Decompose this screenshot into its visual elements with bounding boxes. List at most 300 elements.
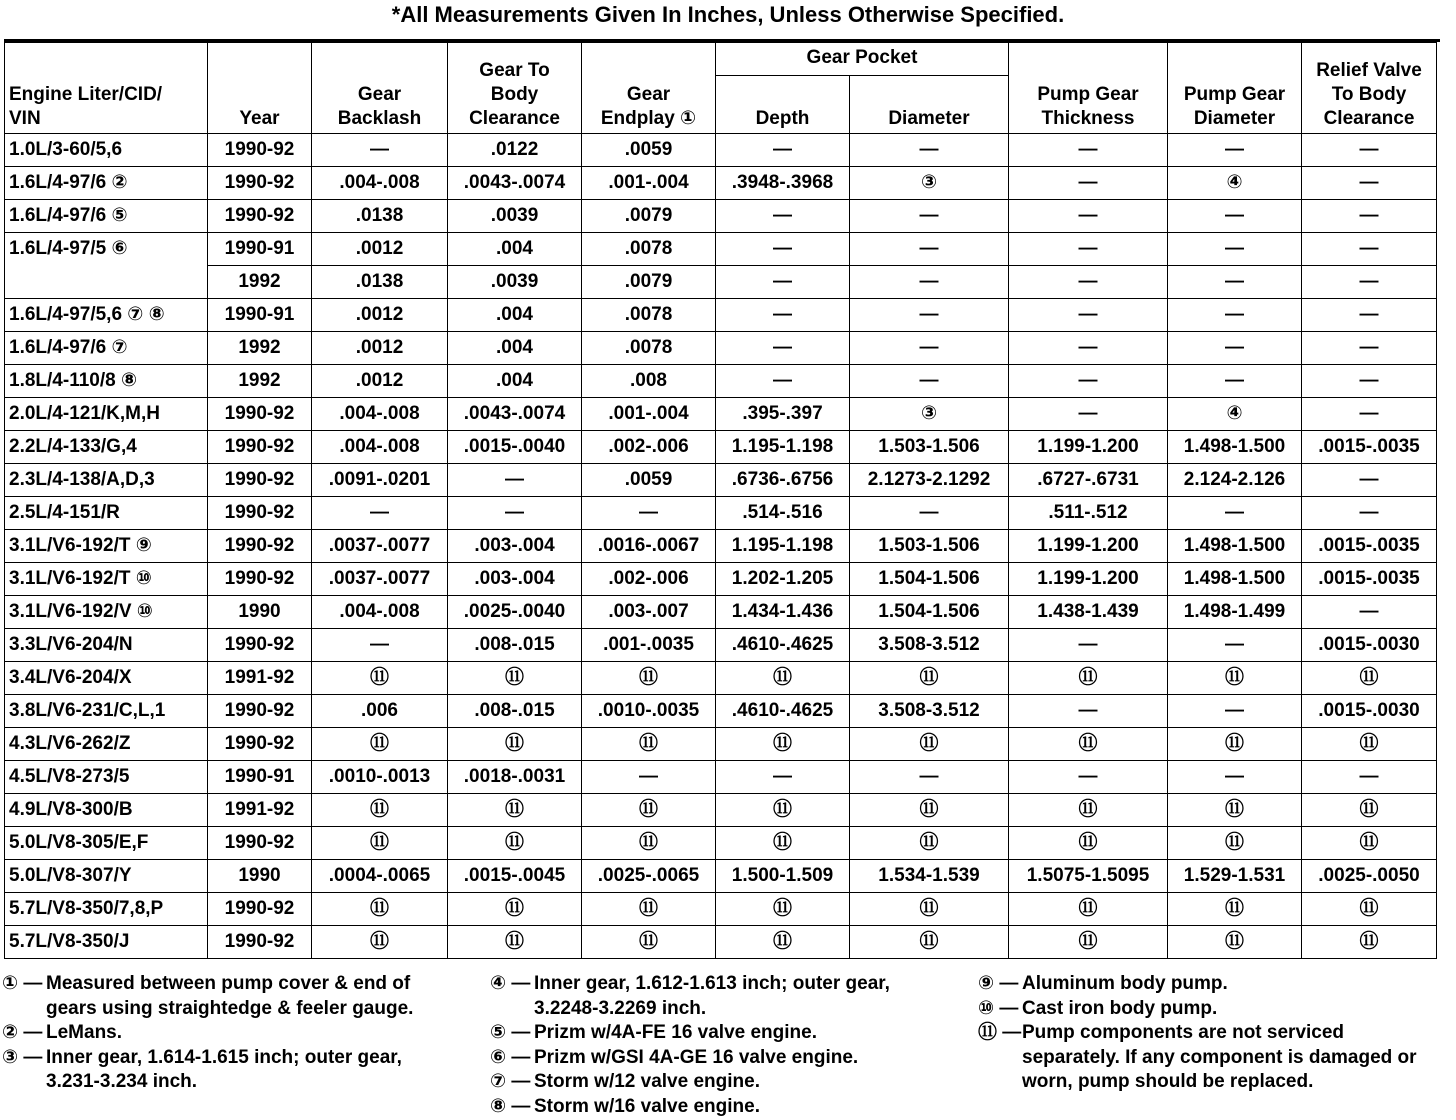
cell-engine: 1.0L/3-60/5,6 — [5, 134, 208, 167]
table-row — [5, 134, 1437, 167]
cell-pump-gear-diameter: 1.498-1.500 — [1168, 431, 1302, 464]
table-row — [5, 563, 1437, 596]
cell-year: 1990-91 — [208, 233, 312, 266]
cell-gear-backlash: .0012 — [312, 299, 448, 332]
cell-pocket-depth: — — [716, 134, 850, 167]
cell-year: 1990-91 — [208, 761, 312, 794]
cell-pocket-diameter: 2.1273-2.1292 — [850, 464, 1009, 497]
cell-engine: 5.0L/V8-305/E,F — [5, 827, 208, 860]
cell-engine: 1.8L/4-110/8 ⑧ — [5, 365, 208, 398]
cell-engine: 1.6L/4-97/6 ⑦ — [5, 332, 208, 365]
cell-pump-gear-thickness: 1.199-1.200 — [1009, 431, 1168, 464]
cell-gear-endplay: .0059 — [582, 134, 716, 167]
cell-gear-body-clearance: .008-.015 — [448, 629, 582, 662]
cell-pump-gear-thickness: — — [1009, 200, 1168, 233]
footnote-text: Storm w/12 valve engine. — [534, 1071, 760, 1092]
cell-pump-gear-thickness: — — [1009, 266, 1168, 299]
cell-pump-gear-thickness: ⑪ — [1009, 827, 1168, 860]
footnote-text: Inner gear, 1.612-1.613 inch; outer gear, 3.2248-3.2269 inch. — [534, 973, 890, 1019]
cell-relief-valve-clearance: — — [1302, 266, 1437, 299]
footnote — [2, 972, 442, 1021]
cell-pocket-diameter: — — [850, 266, 1009, 299]
cell-pump-gear-diameter: ④ — [1168, 167, 1302, 200]
footnotes-col-2 — [490, 972, 950, 1119]
cell-pocket-depth: 1.500-1.509 — [716, 860, 850, 893]
cell-pump-gear-diameter: — — [1168, 761, 1302, 794]
cell-pocket-depth: .514-.516 — [716, 497, 850, 530]
cell-pump-gear-thickness: — — [1009, 233, 1168, 266]
cell-gear-body-clearance: .0043-.0074 — [448, 167, 582, 200]
cell-pump-gear-diameter: — — [1168, 266, 1302, 299]
cell-pocket-diameter: — — [850, 134, 1009, 167]
cell-pocket-diameter: — — [850, 497, 1009, 530]
cell-gear-backlash: ⑪ — [312, 893, 448, 926]
cell-gear-endplay: ⑪ — [582, 662, 716, 695]
cell-relief-valve-clearance: ⑪ — [1302, 728, 1437, 761]
table-row — [5, 596, 1437, 629]
footnote-mark: ⑤ — — [490, 1022, 531, 1043]
cell-gear-endplay: — — [582, 761, 716, 794]
cell-pocket-depth: — — [716, 299, 850, 332]
cell-year: 1992 — [208, 332, 312, 365]
cell-gear-body-clearance: .003-.004 — [448, 530, 582, 563]
cell-pump-gear-diameter: ⑪ — [1168, 893, 1302, 926]
cell-relief-valve-clearance: — — [1302, 200, 1437, 233]
footnotes-col-3 — [978, 972, 1438, 1095]
cell-pump-gear-diameter: ④ — [1168, 398, 1302, 431]
table-row — [5, 233, 1437, 266]
cell-gear-endplay: .0025-.0065 — [582, 860, 716, 893]
cell-gear-backlash: .0037-.0077 — [312, 563, 448, 596]
cell-year: 1990-91 — [208, 299, 312, 332]
footnote — [490, 972, 950, 1021]
cell-gear-body-clearance: ⑪ — [448, 893, 582, 926]
cell-year: 1991-92 — [208, 662, 312, 695]
footnotes — [0, 968, 1456, 1120]
cell-relief-valve-clearance: ⑪ — [1302, 926, 1437, 959]
header-gear-body-clearance: Gear To Body Clearance — [448, 43, 582, 134]
table-row — [5, 266, 1437, 299]
header-pump-gear-diameter: Pump Gear Diameter — [1168, 43, 1302, 134]
cell-engine: 2.5L/4-151/R — [5, 497, 208, 530]
cell-pump-gear-diameter: — — [1168, 629, 1302, 662]
cell-pocket-depth: — — [716, 200, 850, 233]
cell-pump-gear-thickness: .511-.512 — [1009, 497, 1168, 530]
cell-gear-endplay: .008 — [582, 365, 716, 398]
footnote-mark: ② — — [2, 1022, 43, 1043]
cell-pump-gear-diameter: ⑪ — [1168, 728, 1302, 761]
cell-gear-backlash: .0004-.0065 — [312, 860, 448, 893]
cell-relief-valve-clearance: .0015-.0030 — [1302, 695, 1437, 728]
cell-year: 1990 — [208, 860, 312, 893]
cell-relief-valve-clearance: ⑪ — [1302, 794, 1437, 827]
cell-gear-body-clearance: ⑪ — [448, 662, 582, 695]
cell-gear-body-clearance: ⑪ — [448, 926, 582, 959]
cell-pocket-depth: .4610-.4625 — [716, 629, 850, 662]
cell-pump-gear-diameter: 1.498-1.499 — [1168, 596, 1302, 629]
cell-engine: 1.6L/4-97/5 ⑥ — [5, 233, 208, 266]
cell-gear-endplay: .002-.006 — [582, 431, 716, 464]
footnote-text: Measured between pump cover & end of gears using straightedge & feeler gauge. — [46, 973, 414, 1019]
cell-pocket-depth: .6736-.6756 — [716, 464, 850, 497]
cell-year: 1990-92 — [208, 431, 312, 464]
cell-gear-backlash: .004-.008 — [312, 431, 448, 464]
cell-engine: 3.1L/V6-192/T ⑩ — [5, 563, 208, 596]
cell-pump-gear-thickness: ⑪ — [1009, 893, 1168, 926]
cell-pocket-diameter: ⑪ — [850, 893, 1009, 926]
cell-pump-gear-thickness: 1.199-1.200 — [1009, 530, 1168, 563]
footnote-mark: ⑧ — — [490, 1095, 531, 1117]
footnote — [2, 1021, 442, 1046]
cell-gear-endplay: ⑪ — [582, 794, 716, 827]
table-row — [5, 299, 1437, 332]
cell-pump-gear-thickness: .6727-.6731 — [1009, 464, 1168, 497]
cell-pocket-depth: 1.434-1.436 — [716, 596, 850, 629]
cell-gear-body-clearance: .004 — [448, 365, 582, 398]
cell-year: 1992 — [208, 266, 312, 299]
cell-pump-gear-thickness: — — [1009, 629, 1168, 662]
cell-year: 1991-92 — [208, 794, 312, 827]
table-row — [5, 167, 1437, 200]
cell-gear-endplay: .0059 — [582, 464, 716, 497]
cell-gear-endplay: .0016-.0067 — [582, 530, 716, 563]
cell-gear-body-clearance: .008-.015 — [448, 695, 582, 728]
cell-pump-gear-thickness: 1.438-1.439 — [1009, 596, 1168, 629]
table-row — [5, 200, 1437, 233]
cell-gear-endplay: .002-.006 — [582, 563, 716, 596]
cell-pump-gear-diameter: ⑪ — [1168, 926, 1302, 959]
cell-relief-valve-clearance: ⑪ — [1302, 827, 1437, 860]
header-gear-pocket: Gear Pocket — [716, 43, 1009, 76]
cell-gear-backlash: .0012 — [312, 233, 448, 266]
spec-table-body — [5, 134, 1437, 959]
cell-gear-body-clearance: .0122 — [448, 134, 582, 167]
cell-pocket-diameter: ③ — [850, 398, 1009, 431]
cell-gear-endplay: .001-.004 — [582, 398, 716, 431]
cell-pocket-diameter: ⑪ — [850, 794, 1009, 827]
cell-gear-backlash: .004-.008 — [312, 596, 448, 629]
cell-relief-valve-clearance: — — [1302, 233, 1437, 266]
footnote-text: Storm w/16 valve engine. — [534, 1095, 760, 1117]
cell-pump-gear-diameter: ⑪ — [1168, 827, 1302, 860]
cell-pocket-diameter: — — [850, 233, 1009, 266]
cell-pump-gear-thickness: — — [1009, 167, 1168, 200]
cell-gear-endplay: .0078 — [582, 233, 716, 266]
cell-engine: 5.7L/V8-350/J — [5, 926, 208, 959]
cell-pocket-depth: ⑪ — [716, 926, 850, 959]
footnote-mark: ① — — [2, 973, 43, 994]
table-row — [5, 794, 1437, 827]
cell-engine: 3.8L/V6-231/C,L,1 — [5, 695, 208, 728]
cell-gear-backlash: ⑪ — [312, 728, 448, 761]
cell-pump-gear-diameter: ⑪ — [1168, 794, 1302, 827]
cell-gear-endplay: ⑪ — [582, 827, 716, 860]
cell-gear-backlash: .006 — [312, 695, 448, 728]
oil-pump-spec-table — [4, 42, 1437, 959]
cell-pocket-diameter: ③ — [850, 167, 1009, 200]
cell-pump-gear-thickness: ⑪ — [1009, 728, 1168, 761]
cell-gear-endplay: .001-.004 — [582, 167, 716, 200]
cell-pocket-diameter: ⑪ — [850, 728, 1009, 761]
cell-gear-body-clearance: ⑪ — [448, 827, 582, 860]
cell-pump-gear-diameter: — — [1168, 365, 1302, 398]
header-gear-endplay: Gear Endplay ① — [582, 43, 716, 134]
cell-year: 1992 — [208, 365, 312, 398]
cell-relief-valve-clearance: .0015-.0035 — [1302, 563, 1437, 596]
cell-pocket-depth: .3948-.3968 — [716, 167, 850, 200]
cell-gear-backlash: .0138 — [312, 200, 448, 233]
cell-pump-gear-diameter: ⑪ — [1168, 662, 1302, 695]
cell-year: 1990-92 — [208, 695, 312, 728]
table-row — [5, 464, 1437, 497]
cell-gear-backlash: — — [312, 629, 448, 662]
cell-year: 1990-92 — [208, 200, 312, 233]
cell-relief-valve-clearance: ⑪ — [1302, 893, 1437, 926]
cell-pocket-depth: ⑪ — [716, 728, 850, 761]
cell-gear-body-clearance: .0015-.0045 — [448, 860, 582, 893]
cell-gear-backlash: ⑪ — [312, 794, 448, 827]
cell-pump-gear-diameter: — — [1168, 134, 1302, 167]
cell-engine: 2.0L/4-121/K,M,H — [5, 398, 208, 431]
header-pocket-depth: Depth — [716, 76, 850, 134]
cell-gear-endplay: .0078 — [582, 332, 716, 365]
cell-gear-endplay: .0079 — [582, 200, 716, 233]
cell-gear-backlash: — — [312, 134, 448, 167]
table-row — [5, 860, 1437, 893]
cell-relief-valve-clearance: — — [1302, 464, 1437, 497]
cell-pocket-diameter: — — [850, 332, 1009, 365]
footnote — [490, 1046, 950, 1071]
cell-pump-gear-thickness: — — [1009, 332, 1168, 365]
footnote — [978, 972, 1438, 997]
cell-pump-gear-diameter: 2.124-2.126 — [1168, 464, 1302, 497]
cell-pocket-depth: ⑪ — [716, 794, 850, 827]
cell-pump-gear-thickness: — — [1009, 134, 1168, 167]
cell-gear-backlash: ⑪ — [312, 827, 448, 860]
cell-engine: 3.3L/V6-204/N — [5, 629, 208, 662]
cell-relief-valve-clearance: — — [1302, 596, 1437, 629]
cell-gear-endplay: .001-.0035 — [582, 629, 716, 662]
cell-relief-valve-clearance: .0025-.0050 — [1302, 860, 1437, 893]
cell-gear-body-clearance: .0043-.0074 — [448, 398, 582, 431]
cell-pocket-diameter: 3.508-3.512 — [850, 629, 1009, 662]
cell-year: 1990-92 — [208, 926, 312, 959]
cell-pump-gear-thickness: — — [1009, 695, 1168, 728]
cell-pocket-diameter: — — [850, 365, 1009, 398]
table-row — [5, 926, 1437, 959]
cell-gear-endplay: .003-.007 — [582, 596, 716, 629]
cell-pocket-depth: — — [716, 233, 850, 266]
cell-pump-gear-diameter: 1.498-1.500 — [1168, 530, 1302, 563]
cell-engine: 4.3L/V6-262/Z — [5, 728, 208, 761]
header-year: Year — [208, 43, 312, 134]
cell-gear-endplay: .0079 — [582, 266, 716, 299]
table-row — [5, 695, 1437, 728]
cell-pump-gear-thickness: — — [1009, 299, 1168, 332]
cell-year: 1990-92 — [208, 827, 312, 860]
cell-gear-backlash: .0010-.0013 — [312, 761, 448, 794]
cell-pocket-depth: 1.195-1.198 — [716, 431, 850, 464]
cell-engine: 2.2L/4-133/G,4 — [5, 431, 208, 464]
cell-pocket-depth: ⑪ — [716, 827, 850, 860]
cell-pump-gear-thickness: — — [1009, 365, 1168, 398]
cell-relief-valve-clearance: — — [1302, 365, 1437, 398]
cell-relief-valve-clearance: .0015-.0035 — [1302, 530, 1437, 563]
cell-gear-endplay: ⑪ — [582, 728, 716, 761]
footnote — [978, 1021, 1438, 1095]
cell-relief-valve-clearance: .0015-.0035 — [1302, 431, 1437, 464]
cell-engine — [5, 266, 208, 299]
cell-pocket-depth: — — [716, 332, 850, 365]
cell-engine: 3.4L/V6-204/X — [5, 662, 208, 695]
table-row — [5, 431, 1437, 464]
table-row — [5, 530, 1437, 563]
cell-year: 1990-92 — [208, 167, 312, 200]
cell-engine: 2.3L/4-138/A,D,3 — [5, 464, 208, 497]
table-row — [5, 761, 1437, 794]
footnote — [978, 997, 1438, 1022]
cell-gear-body-clearance: .0039 — [448, 200, 582, 233]
cell-gear-body-clearance: — — [448, 464, 582, 497]
cell-pocket-diameter: ⑪ — [850, 926, 1009, 959]
cell-relief-valve-clearance: — — [1302, 299, 1437, 332]
cell-pump-gear-thickness: ⑪ — [1009, 794, 1168, 827]
cell-gear-body-clearance: .0018-.0031 — [448, 761, 582, 794]
cell-relief-valve-clearance: ⑪ — [1302, 662, 1437, 695]
cell-pump-gear-diameter: 1.529-1.531 — [1168, 860, 1302, 893]
table-row — [5, 827, 1437, 860]
cell-engine: 1.6L/4-97/6 ② — [5, 167, 208, 200]
cell-pocket-diameter: 1.503-1.506 — [850, 431, 1009, 464]
cell-relief-valve-clearance: — — [1302, 332, 1437, 365]
cell-year: 1990-92 — [208, 134, 312, 167]
cell-gear-backlash: ⑪ — [312, 926, 448, 959]
cell-engine: 1.6L/4-97/6 ⑤ — [5, 200, 208, 233]
cell-gear-backlash: .004-.008 — [312, 398, 448, 431]
cell-pocket-depth: — — [716, 365, 850, 398]
cell-pump-gear-thickness: 1.199-1.200 — [1009, 563, 1168, 596]
cell-pocket-diameter: ⑪ — [850, 827, 1009, 860]
page-title: *All Measurements Given In Inches, Unless Otherwise Specified. — [391, 2, 1065, 27]
cell-gear-body-clearance: .0025-.0040 — [448, 596, 582, 629]
cell-gear-body-clearance: .004 — [448, 299, 582, 332]
cell-gear-backlash: .004-.008 — [312, 167, 448, 200]
cell-relief-valve-clearance: — — [1302, 134, 1437, 167]
cell-gear-body-clearance: .003-.004 — [448, 563, 582, 596]
footnote-text: Prizm w/4A-FE 16 valve engine. — [534, 1022, 817, 1043]
cell-gear-body-clearance: .004 — [448, 233, 582, 266]
cell-gear-body-clearance: .004 — [448, 332, 582, 365]
header-gear-backlash: Gear Backlash — [312, 43, 448, 134]
footnote-mark: ④ — — [490, 973, 531, 994]
cell-gear-backlash: .0091-.0201 — [312, 464, 448, 497]
table-row — [5, 629, 1437, 662]
cell-year: 1990-92 — [208, 728, 312, 761]
footnote — [2, 1046, 442, 1095]
cell-pump-gear-diameter: — — [1168, 497, 1302, 530]
cell-engine: 5.7L/V8-350/7,8,P — [5, 893, 208, 926]
footnote-mark: ⑨ — — [978, 973, 1019, 994]
cell-engine: 4.5L/V8-273/5 — [5, 761, 208, 794]
cell-gear-backlash: .0012 — [312, 365, 448, 398]
footnote-text: Aluminum body pump. — [1022, 973, 1228, 994]
cell-pocket-diameter: — — [850, 299, 1009, 332]
cell-pump-gear-thickness: 1.5075-1.5095 — [1009, 860, 1168, 893]
table-row — [5, 398, 1437, 431]
cell-gear-backlash: .0037-.0077 — [312, 530, 448, 563]
cell-pocket-diameter: 1.503-1.506 — [850, 530, 1009, 563]
cell-year: 1990-92 — [208, 497, 312, 530]
cell-pocket-diameter: ⑪ — [850, 662, 1009, 695]
cell-pocket-depth: .395-.397 — [716, 398, 850, 431]
cell-year: 1990-92 — [208, 464, 312, 497]
cell-pocket-diameter: 3.508-3.512 — [850, 695, 1009, 728]
cell-engine: 3.1L/V6-192/V ⑩ — [5, 596, 208, 629]
footnote-text: Cast iron body pump. — [1022, 997, 1218, 1019]
cell-relief-valve-clearance: — — [1302, 761, 1437, 794]
cell-pump-gear-thickness: ⑪ — [1009, 926, 1168, 959]
cell-year: 1990-92 — [208, 398, 312, 431]
footnote-mark: ③ — — [2, 1046, 43, 1068]
cell-gear-endplay: — — [582, 497, 716, 530]
cell-relief-valve-clearance: — — [1302, 167, 1437, 200]
cell-pocket-depth: — — [716, 761, 850, 794]
cell-gear-endplay: ⑪ — [582, 926, 716, 959]
cell-engine: 1.6L/4-97/5,6 ⑦ ⑧ — [5, 299, 208, 332]
cell-gear-body-clearance: ⑪ — [448, 728, 582, 761]
cell-year: 1990-92 — [208, 629, 312, 662]
cell-gear-backlash: — — [312, 497, 448, 530]
cell-pocket-diameter: 1.504-1.506 — [850, 596, 1009, 629]
cell-pocket-diameter: 1.534-1.539 — [850, 860, 1009, 893]
cell-pump-gear-diameter: — — [1168, 233, 1302, 266]
header-relief-valve-clearance: Relief Valve To Body Clearance — [1302, 43, 1437, 134]
footnote-text: Prizm w/GSI 4A-GE 16 valve engine. — [534, 1046, 859, 1068]
table-row — [5, 497, 1437, 530]
cell-year: 1990-92 — [208, 563, 312, 596]
table-row — [5, 662, 1437, 695]
footnote-text: Inner gear, 1.614-1.615 inch; outer gear, 3.231-3.234 inch. — [46, 1046, 402, 1092]
cell-pocket-depth: ⑪ — [716, 662, 850, 695]
cell-pocket-depth: 1.202-1.205 — [716, 563, 850, 596]
cell-engine: 5.0L/V8-307/Y — [5, 860, 208, 893]
cell-pump-gear-diameter: — — [1168, 299, 1302, 332]
cell-pump-gear-diameter: — — [1168, 332, 1302, 365]
cell-gear-body-clearance: ⑪ — [448, 794, 582, 827]
cell-pocket-depth: — — [716, 266, 850, 299]
footnote-mark: ⑦ — — [490, 1071, 531, 1092]
cell-pocket-diameter: — — [850, 200, 1009, 233]
footnote-text: LeMans. — [46, 1022, 123, 1043]
cell-pump-gear-thickness: — — [1009, 398, 1168, 431]
cell-pocket-depth: ⑪ — [716, 893, 850, 926]
table-row — [5, 893, 1437, 926]
cell-gear-backlash: .0138 — [312, 266, 448, 299]
cell-pump-gear-diameter: 1.498-1.500 — [1168, 563, 1302, 596]
footnote-text: Pump components are not serviced separately. If any component is damaged or worn, pump should be replaced. — [1022, 1022, 1417, 1092]
cell-engine: 4.9L/V8-300/B — [5, 794, 208, 827]
cell-gear-body-clearance: .0015-.0040 — [448, 431, 582, 464]
footnote — [490, 1095, 950, 1120]
footnote-mark: ⑥ — — [490, 1046, 531, 1068]
footnotes-col-1 — [2, 972, 442, 1095]
cell-relief-valve-clearance: — — [1302, 497, 1437, 530]
cell-year: 1990-92 — [208, 530, 312, 563]
cell-pump-gear-thickness: ⑪ — [1009, 662, 1168, 695]
cell-pocket-depth: 1.195-1.198 — [716, 530, 850, 563]
cell-pocket-diameter: 1.504-1.506 — [850, 563, 1009, 596]
cell-relief-valve-clearance: — — [1302, 398, 1437, 431]
